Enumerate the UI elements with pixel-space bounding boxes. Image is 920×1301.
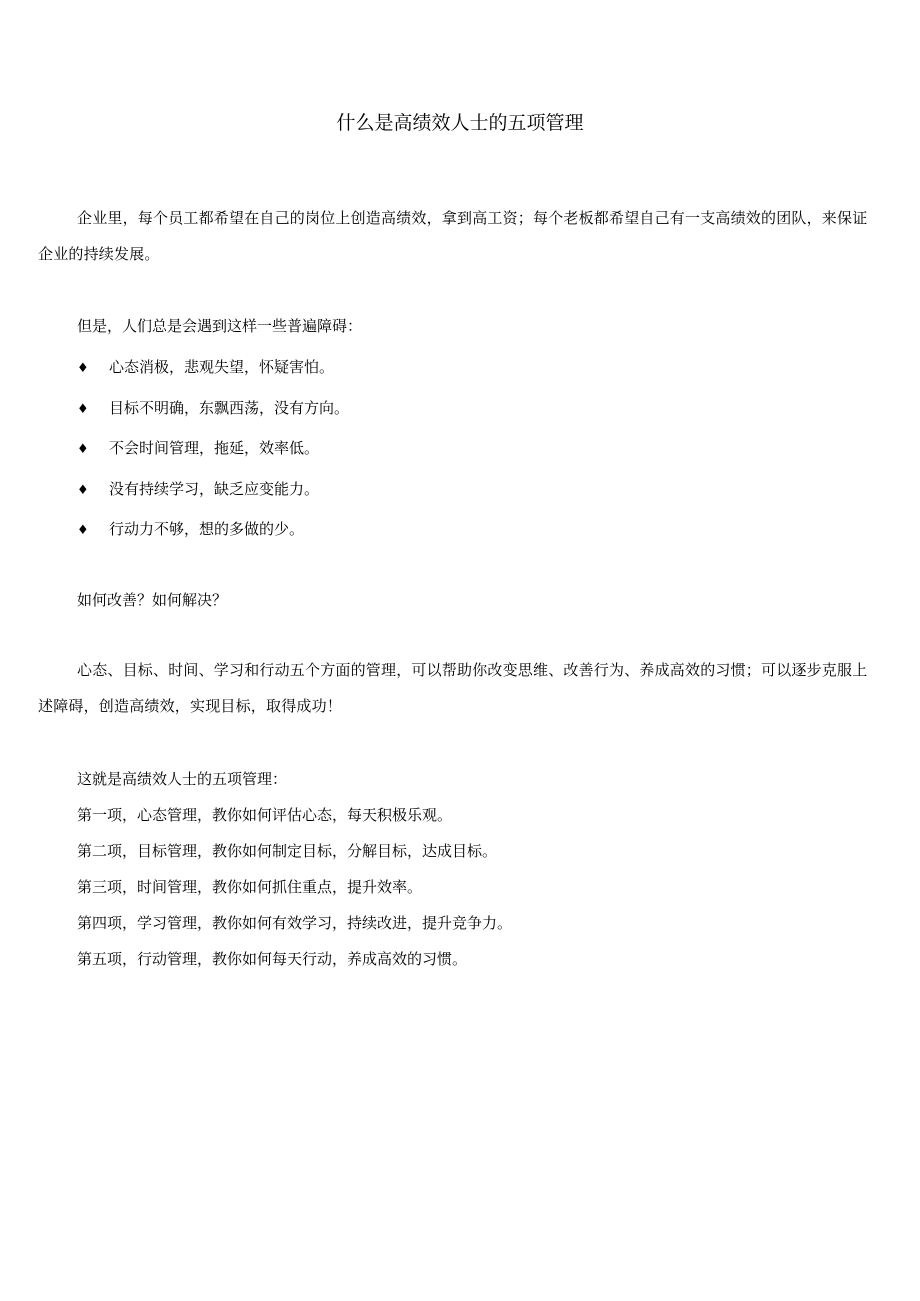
obstacle-item bbox=[77, 398, 349, 420]
five-management-item: 第二项，目标管理，教你如何制定目标，分解目标，达成目标。 bbox=[77, 842, 498, 860]
obstacle-item bbox=[77, 519, 304, 541]
five-management-item: 第四项，学习管理，教你如何有效学习，持续改进，提升竞争力。 bbox=[77, 914, 513, 932]
question-line: 如何改善？如何解决？ bbox=[77, 591, 228, 609]
diamond-bullet-icon: ♦ bbox=[77, 442, 89, 457]
obstacle-text: 不会时间管理，拖延，效率低。 bbox=[109, 439, 320, 457]
obstacle-text: 心态消极，悲观失望，怀疑害怕。 bbox=[109, 358, 335, 376]
document-title: 什么是高绩效人士的五项管理 bbox=[336, 112, 584, 134]
five-management-lead: 这就是高绩效人士的五项管理： bbox=[77, 770, 288, 788]
five-management-item: 第一项，心态管理，教你如何评估心态，每天积极乐观。 bbox=[77, 806, 453, 824]
five-management-item: 第三项，时间管理，教你如何抓住重点，提升效率。 bbox=[77, 878, 423, 896]
answer-paragraph: 心态、目标、时间、学习和行动五个方面的管理，可以帮助你改变思维、改善行为、养成高效的习惯；可以逐步克服上述障碍，创造高绩效，实现目标，取得成功！ bbox=[38, 661, 868, 715]
obstacles-lead: 但是，人们总是会遇到这样一些普遍障碍： bbox=[77, 317, 363, 335]
obstacle-item bbox=[77, 438, 319, 460]
obstacle-text: 行动力不够，想的多做的少。 bbox=[109, 520, 305, 538]
diamond-bullet-icon: ♦ bbox=[77, 483, 89, 498]
diamond-bullet-icon: ♦ bbox=[77, 523, 89, 538]
obstacle-item bbox=[77, 479, 319, 501]
intro-paragraph: 企业里，每个员工都希望在自己的岗位上创造高绩效，拿到高工资；每个老板都希望自己有一支高绩效的团队，来保证企业的持续发展。 bbox=[38, 209, 868, 263]
five-management-item: 第五项，行动管理，教你如何每天行动，养成高效的习惯。 bbox=[77, 950, 468, 968]
obstacle-item bbox=[77, 357, 334, 379]
diamond-bullet-icon: ♦ bbox=[77, 402, 89, 417]
obstacle-text: 没有持续学习，缺乏应变能力。 bbox=[109, 480, 320, 498]
obstacle-text: 目标不明确，东飘西荡，没有方向。 bbox=[109, 399, 350, 417]
diamond-bullet-icon: ♦ bbox=[77, 361, 89, 376]
